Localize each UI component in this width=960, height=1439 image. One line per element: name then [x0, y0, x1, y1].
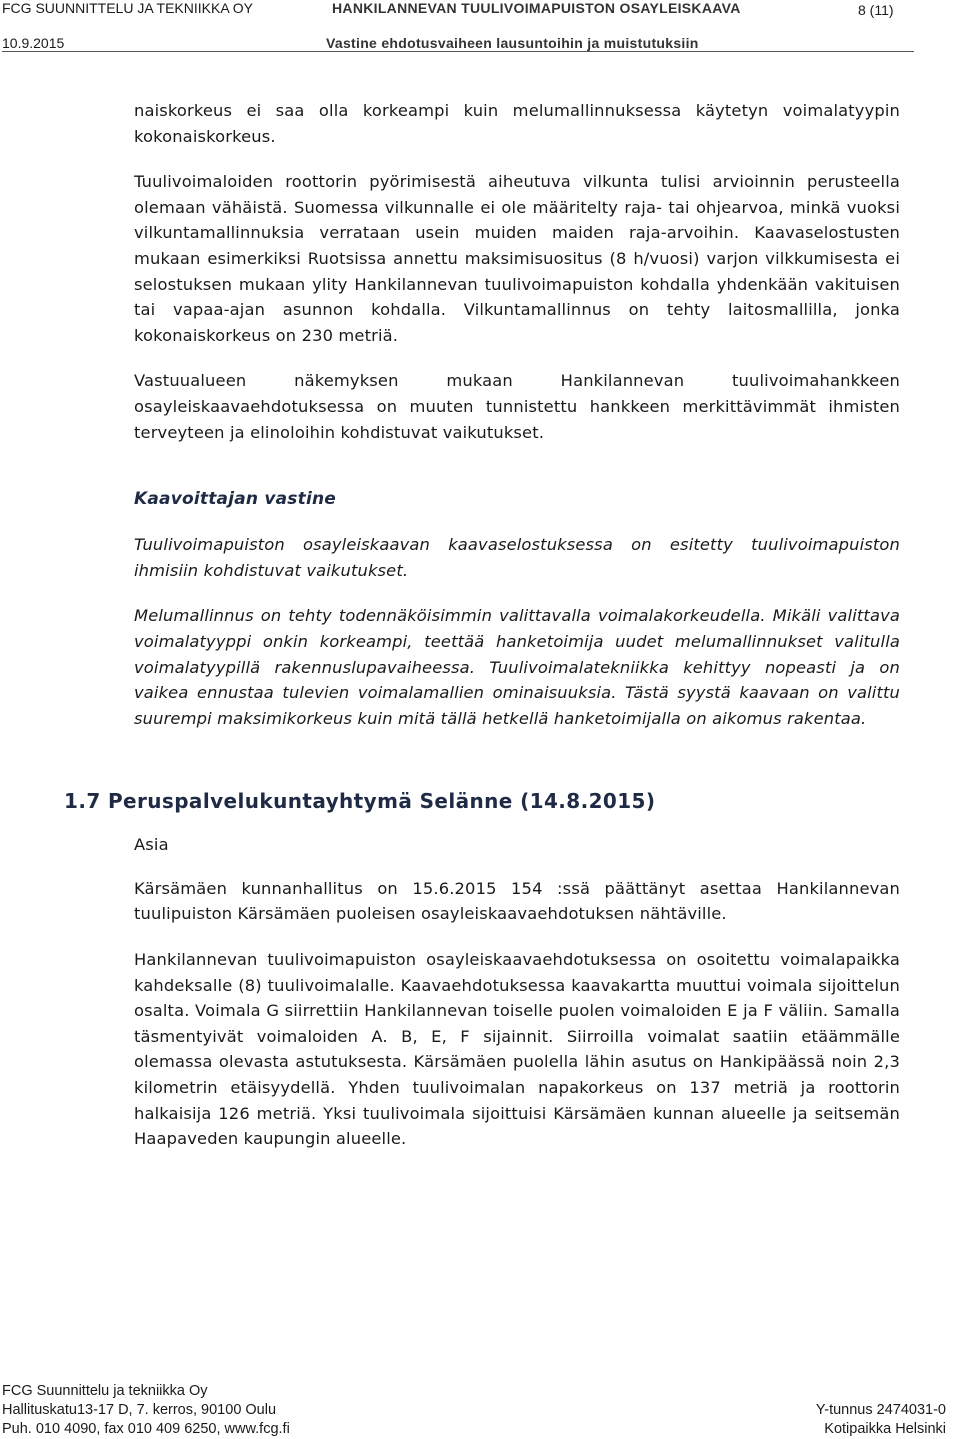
- footer-company: FCG Suunnittelu ja tekniikka Oy: [2, 1383, 208, 1399]
- footer-address: Hallituskatu13-17 D, 7. kerros, 90100 Oulu: [2, 1402, 277, 1418]
- document-body: [64, 98, 900, 1152]
- response-paragraph: Tuulivoimapuiston osayleiskaavan kaavaselostuksessa on esitetty tuulivoimapuiston ihmisiin kohdistuvat vaikutukset.: [134, 535, 900, 580]
- paragraph: Tuulivoimaloiden roottorin pyörimisestä aiheutuva vilkunta tulisi arvioinnin perusteella olemaan vähäistä. Suomessa vilkunnalle ei ole määritelty raja- tai ohjearvoa, minkä vuoksi vilkuntamallinnuksia verrataan usein muiden maiden raja-arvoihin. Kaavaselostusten mukaan esimerkiksi Ruotsissa annettu maksimisuositus (8 h/vuosi) varjon vilkkumisesta ei selostuksen mukaan ylity Hankilannevan tuulivoimapuiston kohdalla yhdenkään vakituisen tai vapaa-ajan asunnon kohdalla. Vilkuntamallinnus on tehty laitosmallilla, jonka kokonaiskorkeus on 230 metriä.: [134, 172, 900, 345]
- header-page-number: 8 (11): [858, 2, 894, 18]
- paragraph: Kärsämäen kunnanhallitus on 15.6.2015 154 :ssä päättänyt asettaa Hankilannevan tuulipuiston Kärsämäen puoleisen osayleiskaavaehdotuksen nähtäville.: [134, 878, 900, 924]
- header-company: FCG SUUNNITTELU JA TEKNIIKKA OY: [2, 0, 254, 16]
- subject-label: Asia: [134, 835, 169, 855]
- footer-business-id: Y-tunnus 2474031-0: [815, 1402, 946, 1418]
- response-paragraph: Melumallinnus on tehty todennäköisimmin valittavalla voimalakorkeudella. Mikäli valittava voimalatyyppi onkin korkeampi, teettää hanketoimija uudet melumallinnukset valitulla voimalatyypillä rakennuslupavaiheessa. Tuulivoimalatekniikka kehittyy nopeasti ja on vaikea ennustaa tulevien voimalamallien ominaisuuksia. Tästä syystä kaavaan on valittu suurempi maksimikorkeus kuin mitä tällä hetkellä hanketoimijalla on aikomus rakentaa.: [134, 606, 900, 728]
- response-heading: Kaavoittajan vastine: [134, 489, 337, 510]
- paragraph: Hankilannevan tuulivoimapuiston osayleiskaavaehdotuksessa on osoitettu voimalapaikka kahdeksalle (8) tuulivoimalalle. Kaavaehdotuksessa kaavakartta muuttui voimala sijoittelun osalta. Voimala G siirrettiin Hankilannevan toiselle puolen voimaloiden E ja F väliin. Samalla täsmentyivät voimaloiden A. B, E, F sijainnit. Siirroilla voimalat saatiin etäämmälle olemassa olevasta astutuksesta. Kärsämäen puolella lähin asutus on Hankipäässä noin 2,3 kilometrin etäisyydellä. Yhden tuulivoimalan napakorkeus on 137 metriä ja roottorin halkaisija 126 metriä. Yksi tuulivoimala sijoittuisi Kärsämäen kunnan alueelle ja seitsemän Haapaveden kaupungin alueelle.: [134, 950, 900, 1149]
- footer-domicile: Kotipaikka Helsinki: [824, 1421, 946, 1437]
- header-subtitle: Vastine ehdotusvaiheen lausuntoihin ja muistutuksiin: [326, 35, 699, 51]
- header-divider: [2, 51, 914, 52]
- section-heading: 1.7 Peruspalvelukuntayhtymä Selänne (14.8.2015): [64, 789, 656, 814]
- header-date: 10.9.2015: [2, 35, 65, 51]
- header-project-title: HANKILANNEVAN TUULIVOIMAPUISTON OSAYLEISKAAVA: [332, 0, 741, 16]
- footer-contact: Puh. 010 4090, fax 010 409 6250, www.fcg.fi: [2, 1421, 290, 1437]
- paragraph: Vastuualueen näkemyksen mukaan Hankilannevan tuulivoimahankkeen osayleiskaavaehdotuksessa on muuten tunnistettu hankkeen merkittävimmät ihmisten terveyteen ja elinoloihin kohdistuvat vaikutukset.: [134, 371, 900, 442]
- paragraph: naiskorkeus ei saa olla korkeampi kuin melumallinnuksessa käytetyn voimalatyypin kokonaiskorkeus.: [134, 101, 900, 146]
